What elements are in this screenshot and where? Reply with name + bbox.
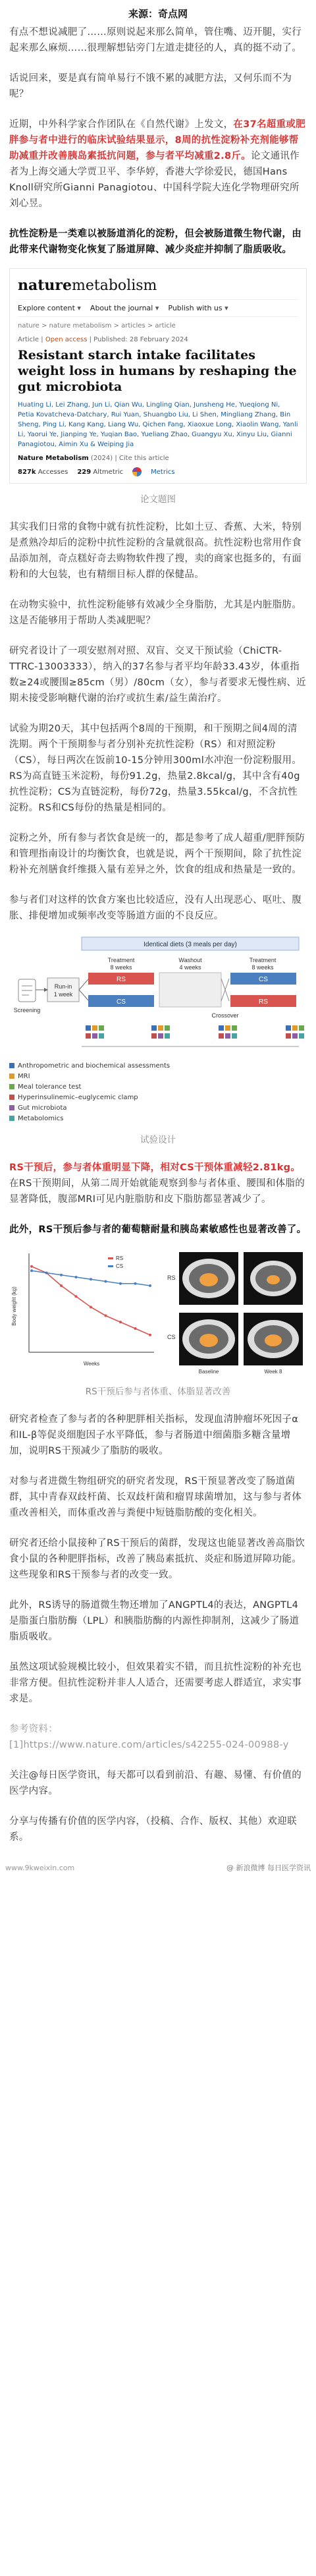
legend-cs-label: CS	[116, 1263, 124, 1269]
weight-charts	[9, 1247, 158, 1376]
cs-arm-1-label: CS	[117, 998, 126, 1006]
screening-icon	[18, 979, 36, 1002]
nav-explore-content[interactable]: Explore content ▾	[18, 304, 81, 312]
altmetric-count: 229	[77, 468, 92, 476]
data-point-rs	[119, 1321, 122, 1323]
body-paragraph-10: 参与者们对这样的饮食方案也比较适应，没有人出现恶心、呕吐、腹胀、排便增加或频率改变等肠道方面的不良反应。	[9, 895, 302, 921]
accesses-count: 827k	[18, 468, 36, 476]
metrics-link[interactable]: Metrics	[151, 468, 175, 476]
tail-paragraph-17: 虽然这项试验规模比较小，但效果着实不错，而且抗性淀粉的补充也非常方便。但抗性淀粉并非人人适合，还需要考虑人群适宜，求实事求是。	[9, 1662, 302, 1704]
mri-scan-cs-baseline	[179, 1313, 238, 1365]
result-11-highlight: RS干预后，参与者体重明显下降，相对CS干预体重减轻2.81kg。	[9, 1162, 301, 1173]
data-point-cs	[119, 1282, 122, 1285]
reference-link[interactable]: [1]https://www.nature.com/articles/s42255-024-00988-y	[9, 1740, 289, 1750]
mri-scan-rs-week8	[244, 1252, 303, 1305]
group-label-rs: RS	[167, 1274, 176, 1281]
caption-2: 试验设计	[140, 1135, 176, 1145]
legend-item: Gut microbiota	[9, 1103, 307, 1114]
run-in-label: Run-in	[54, 983, 72, 990]
trial-design-diagram	[9, 933, 307, 1058]
data-point-cs	[30, 1269, 33, 1272]
source-line: 来源：奇点网	[128, 8, 188, 20]
rs-arm-1-label: RS	[117, 976, 126, 983]
nav-about-journal[interactable]: About the journal ▾	[90, 304, 159, 312]
figure-legend	[9, 1061, 307, 1124]
tail-paragraph-15: 研究者还给小鼠接种了RS干预后的菌群，发现这也能显著改善高脂饮食小鼠的各种肥胖指标，改善了胰岛素抵抗、炎症和肠道屏障功能。这些现象和RS干预参与者的改变一致。	[9, 1538, 305, 1580]
legend-item: MRI	[9, 1072, 307, 1082]
breadcrumb: nature > nature metabolism > articles > article	[18, 322, 176, 329]
intro-paragraph-1: 有点不想说减肥了……原则说起来那么简单，管住嘴、迈开腿，实行起来那么麻烦……很理解想钻旁门左道走捷径的人，真的挺不动了。	[9, 27, 302, 53]
assessment-markers	[86, 1025, 304, 1039]
result-11-tail: 在RS干预期间，从第二周开始就能观察到参与者体重、腰围和体脂的显著降低，腹部MRI可见内脏脂肪和皮下脂肪都显著减少了。	[9, 1178, 305, 1205]
footer-watermark: @ 新浪微博 每日医学资讯	[226, 1864, 311, 1872]
mri-scan-cs-week8	[244, 1313, 303, 1365]
data-point-rs	[75, 1295, 78, 1298]
tail-paragraph-13: 研究者检查了参与者的各种肥胖相关指标，发现血清肿瘤坏死因子α和IL-β等促炎细胞因子水平降低，参与者肠道中细菌脂多糖含量增加，说明RS干预减少了脂肪的吸收。	[9, 1414, 299, 1456]
intro-paragraph-4: 抗性淀粉是一类难以被肠道消化的淀粉，但会被肠道微生物代谢，由此带来代谢物变化恢复了肠道屏障、减少炎症并抑制了脂质吸收。	[9, 229, 302, 255]
weight-line-chart	[9, 1247, 158, 1376]
identical-diets-label: Identical diets (3 meals per day)	[144, 941, 237, 948]
result-paragraph-11	[0, 1160, 316, 1207]
results-figure	[9, 1247, 307, 1376]
legend-item: Meal tolerance test	[9, 1082, 307, 1093]
journal-logo: naturemetabolism	[18, 277, 157, 294]
caption-1: 论文题图	[140, 494, 176, 505]
journal-citation: Nature Metabolism (2024) | Cite this article	[18, 455, 169, 462]
contact-paragraph: 分享与传播有价值的医学内容，（投稿、合作、版权、其他）欢迎联系。	[9, 1816, 297, 1843]
data-point-cs	[105, 1280, 107, 1283]
data-point-rs	[105, 1315, 107, 1317]
article-title: Resistant starch intake facilitates weight loss in humans by reshaping the gut microbiota	[18, 348, 297, 394]
data-point-rs	[134, 1327, 137, 1330]
references-label: 参考资料：	[9, 1724, 58, 1734]
follow-paragraph: 关注@每日医学资讯，每天都可以看到前沿、有趣、易懂、有价值的医学内容。	[9, 1770, 302, 1796]
treat1-duration: 8 weeks	[110, 964, 132, 971]
data-point-cs	[75, 1276, 78, 1278]
footer-site: www.9kweixin.com	[5, 1863, 75, 1872]
ct-label-week8: Week 8	[264, 1369, 282, 1375]
journal-nav	[18, 299, 298, 317]
data-point-cs	[149, 1284, 151, 1287]
intro-paragraph-2: 话说回来，要是真有简单易行不饿不累的减肥方法，又何乐而不为呢？	[9, 73, 292, 100]
result-paragraph-12: 此外，RS干预后参与者的葡萄糖耐量和胰岛素敏感性也显著改善了。	[9, 1224, 307, 1235]
body-paragraph-5: 其实我们日常的食物中就有抗性淀粉，比如土豆、香蕉、大米，特别是煮熟冷却后的淀粉中抗性淀粉的含量就很高。抗性淀粉也常用作食品添加剂，奇点糕好奇去购物软件搜了搜，卖的商家也挺多的，有面粉和的大包装，也有精细目标人群的保健品。	[9, 522, 302, 580]
caption-3: RS干预后参与者体重、体脂显著改善	[85, 1387, 231, 1397]
legend-cs-swatch	[108, 1265, 113, 1267]
data-point-rs	[149, 1334, 151, 1336]
author-list[interactable]: Huating Li, Lei Zhang, Jun Li, Qian Wu, Lingling Qian, Junsheng He, Yueqiong Ni, Petia Kovatcheva-Datchary, Rui Yuan, Shuangbo Liu, Li Shen, Mingliang Zhang, Bin Sheng, Ping Li, Kang Kang, Liang Wu, Qichen Fang, Xiaoxue Long, Xiaolin Wang, Yanli Li, Yaorui Ye, Jianping Ye, Yuqian Bao, Yueliang Zhao, Guangyu Xu, Xinyu Liu, Gianni Panagiotou, Aimin Xu & Weiping Jia	[18, 401, 298, 448]
nav-publish[interactable]: Publish with us ▾	[168, 304, 228, 312]
intro-3-lead: 近期，中外科学家合作团队在《自然代谢》上发文，	[9, 119, 234, 130]
intro-3-highlight: 在37名超重或肥胖参与者中进行的临床试验结果显示，8周的抗性淀粉补充剂能够帮助减重并改善胰岛素抵抗问题，参与者平均减重2.8斤。	[9, 119, 305, 161]
x-axis-label: Weeks	[83, 1361, 100, 1367]
mri-scan-rs-baseline	[179, 1252, 238, 1305]
mri-panel	[163, 1247, 307, 1376]
data-point-cs	[60, 1274, 63, 1276]
data-point-cs	[45, 1272, 48, 1274]
rs-arm-2-label: RS	[259, 998, 268, 1006]
altmetric-donut-icon	[132, 467, 142, 476]
mri-images	[163, 1247, 307, 1376]
crossover-label: Crossover	[211, 1012, 239, 1019]
ct-label-baseline: Baseline	[198, 1369, 219, 1375]
treat1-label: Treatment	[107, 957, 135, 963]
data-point-rs	[30, 1265, 33, 1268]
cs-arm-2-label: CS	[259, 976, 268, 983]
legend-item: Anthropometric and biochemical assessments	[9, 1061, 307, 1072]
data-point-rs	[60, 1284, 63, 1287]
body-paragraph-7: 研究者设计了一项安慰剂对照、双盲、交叉干预试验（ChiCTR-TTRC-13003333），纳入的37名参与者平均年龄33.43岁，体重指数≥24或腰围≥85cm（男）/80cm（女），参与者要求无慢性病、近期未接受影响糖代谢的治疗或抗生素/益生菌治疗。	[9, 646, 306, 704]
data-point-cs	[134, 1282, 137, 1285]
legend-rs-label: RS	[116, 1255, 124, 1261]
tail-paragraph-14: 对参与者进微生物组研究的研究者发现，RS干预显著改变了肠道菌群，其中青春双歧杆菌、长双歧杆菌和瘤胃球菌增加，这与参与者体重改善相关，而体重改善与粪便中短链脂肪酸的变化相关。	[9, 1476, 302, 1518]
data-point-rs	[90, 1306, 92, 1309]
group-label-cs: CS	[167, 1334, 176, 1340]
body-paragraph-9: 淀粉之外，所有参与者饮食是统一的，都是参考了成人超重/肥胖预防和管理指南设计的均衡饮食，也就是说，两个干预期间，除了抗性淀粉补充剂膳食纤维摄入量有差异之外，饮食的组成和热量是一致的。	[9, 833, 305, 875]
screening-label: Screening	[13, 1007, 41, 1014]
washout-box	[159, 973, 221, 1007]
legend-item: Metabolomics	[9, 1114, 307, 1124]
treat2-label: Treatment	[249, 957, 276, 963]
article-stats: 827k Accesses 229 Altmetric Metrics	[18, 468, 175, 476]
journal-article-screenshot	[9, 268, 307, 484]
legend-item: Hyperinsulinemic–euglycemic clamp	[9, 1093, 307, 1103]
run-in-duration: 1 week	[53, 991, 73, 998]
washout-label: Washout	[178, 957, 202, 963]
run-in-box	[47, 978, 79, 1002]
legend-rs-swatch	[108, 1257, 113, 1259]
footer-bar	[0, 1862, 316, 1881]
treat2-duration: 8 weeks	[251, 964, 274, 971]
intro-3-tail: 论文通讯作者为上海交通大学贾卫平、李华婷，香港大学徐爱民，德国Hans Knoll研究所Gianni Panagiotou、中国科学院大连化学物理研究所刘心昱。	[9, 151, 300, 209]
data-point-cs	[90, 1278, 92, 1280]
tail-paragraph-16: 此外，RS诱导的肠道微生物还增加了ANGPTL4的表达，ANGPTL4是脂蛋白脂肪酶（LPL）和胰脂肪酶的内源性抑制剂，这减少了肠道脂质吸收。	[9, 1600, 300, 1642]
intro-paragraph-3	[0, 117, 316, 212]
body-paragraph-6: 在动物实验中，抗性淀粉能够有效减少全身脂肪，尤其是内脏脂肪。这是否能够用于帮助人类减肥呢？	[9, 600, 302, 626]
body-paragraph-8: 试验为期20天，其中包括两个8周的干预期，和干预期之间4周的清洗期。两个干预期参与者分别补充抗性淀粉（RS）和对照淀粉（CS），每日两次在饭前10-15分钟用300ml水冲泡一份淀粉服用。RS为高直链玉米淀粉，每份91.2g，热量2.8kcal/g，其中含有40g抗性淀粉；CS为直链淀粉，每份72g，热量3.55kcal/g，不含抗性淀粉。RS和CS每份的热量是相同的。	[9, 724, 302, 813]
trial-design-figure	[9, 933, 307, 1124]
y-axis-label: Body weight (kg)	[11, 1286, 17, 1326]
washout-duration: 4 weeks	[179, 964, 201, 971]
article-meta: Article | Open access | Published: 28 February 2024	[18, 336, 188, 343]
